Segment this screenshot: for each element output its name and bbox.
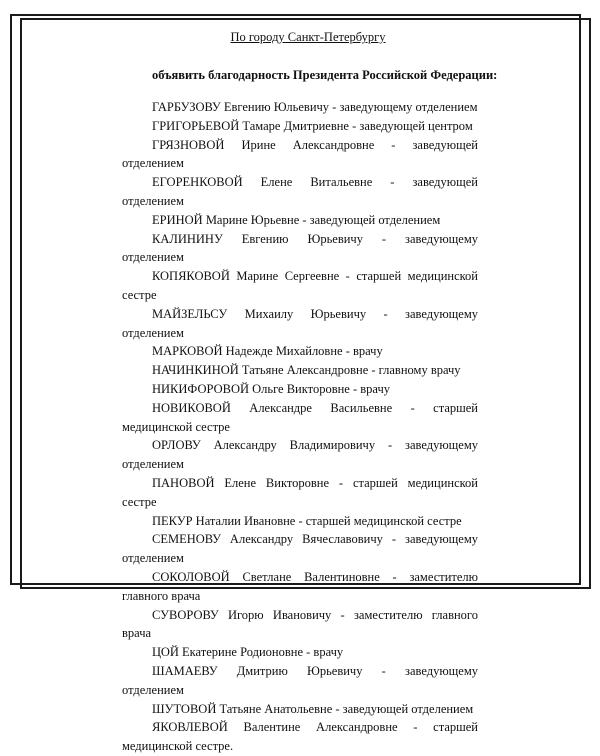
award-entry: СУВОРОВУ Игорю Ивановичу - заместителю главного врача [122, 607, 478, 641]
document-subheading: объявить благодарность Президента Российской Федерации: [152, 68, 498, 82]
award-entry: ЯКОВЛЕВОЙ Валентине Александровне - старшей медицинской сестре. [122, 720, 478, 754]
award-entry: СОКОЛОВОЙ Светлане Валентиновне - заместителю главного врача [122, 569, 478, 603]
award-entry: ЦОЙ Екатерине Родионовне - врачу [152, 645, 344, 660]
award-entry: ПАНОВОЙ Елене Викторовне - старшей медицинской сестре [122, 475, 478, 509]
award-entry: МАЙЗЕЛЬСУ Михаилу Юрьевичу - заведующему отделением [122, 306, 478, 340]
award-entry: СЕМЕНОВУ Александру Вячеславовичу - заведующему отделением [122, 532, 478, 566]
award-entry: ГАРБУЗОВУ Евгению Юльевичу - заведующему отделением [152, 100, 478, 114]
award-entry: ОРЛОВУ Александру Владимировичу - заведующему отделением [122, 438, 478, 472]
award-entry: НОВИКОВОЙ Александре Васильевне - старшей медицинской сестре [122, 400, 478, 434]
award-entry: КАЛИНИНУ Евгению Юрьевичу - заведующему отделением [122, 231, 478, 265]
award-entry: МАРКОВОЙ Надежде Михайловне - врачу [152, 344, 383, 359]
award-entry: ПЕКУР Наталии Ивановне - старшей медицинской сестре [152, 513, 462, 528]
award-entry: КОПЯКОВОЙ Марине Сергеевне - старшей медицинской сестре [122, 269, 478, 302]
award-entry: ШАМАЕВУ Дмитрию Юрьевичу - заведующему отделением [122, 663, 478, 697]
award-entry: ГРЯЗНОВОЙ Ирине Александровне - заведующей отделением [122, 137, 478, 171]
award-entry: НАЧИНКИНОЙ Татьяне Александровне - главному врачу [152, 363, 461, 378]
document-heading: По городу Санкт-Петербургу [230, 30, 386, 44]
award-entry: НИКИФОРОВОЙ Ольге Викторовне - врачу [152, 381, 390, 396]
award-list [122, 98, 478, 756]
award-entry: ШУТОВОЙ Татьяне Анатольевне - заведующей отделением [152, 701, 474, 716]
award-entry: ЕГОРЕНКОВОЙ Елене Витальевне - заведующей отделением [122, 175, 478, 208]
award-entry: ГРИГОРЬЕВОЙ Тамаре Дмитриевне - заведующей центром [152, 118, 473, 133]
award-entry: ЕРИНОЙ Марине Юрьевне - заведующей отделением [152, 212, 441, 227]
